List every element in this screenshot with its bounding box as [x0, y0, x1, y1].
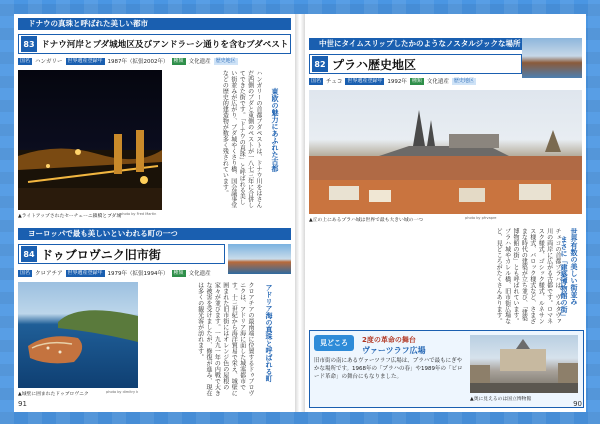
- subhead-82: 世界有数の美しい街並み: [570, 228, 578, 305]
- prague-thumbnail: [522, 38, 582, 78]
- country-value: ハンガリー: [35, 59, 63, 65]
- caption-84: ▲城壁に囲まれたドゥブロヴニク: [18, 392, 89, 397]
- info-row-82: [309, 76, 522, 86]
- highlight-body: 旧市街の南にあるヴァーツラフ広場は、プラハで最もにぎやかな場所です。1968年の「プラハの春」や1989年の「ビロード革命」の舞台にもなりました。: [314, 358, 463, 380]
- type-value: 文化遺産: [188, 59, 211, 65]
- right-page: [305, 14, 586, 412]
- body-text-84: クロアチアの最南端に位置するドゥブロヴニクは、アドリア海に面した城塞都市です。十三世紀から海洋貿易で栄え、城壁に囲まれた旧市街にはオレンジ色の屋根の家々が並びます。一九九一年の内戦で大きな被害を受けましたが、修復が進み、現在は多くの観光客が訪れます。: [196, 282, 254, 396]
- country-value: クロアチア: [35, 271, 63, 277]
- wenceslas-photo: [470, 335, 578, 393]
- type-label: 種類: [173, 57, 184, 64]
- book-spine: [295, 14, 305, 412]
- title-bar-83: [18, 34, 291, 54]
- body-text-83: ハンガリーの首都ブダペストは、ドナウ川をはさんだ西側のブダと東側のペストが一八七三年に合併してできた街です。「ドナウの真珠」と呼ばれる美しい街並みが広がり、ブダ城やくさり橋、国会議事堂などの歴史的建造物が数多く残されています。: [221, 70, 262, 208]
- type-label: 種類: [173, 269, 184, 276]
- photo-credit-84: photo by dimitry k: [106, 390, 139, 394]
- number-badge-84: 84: [21, 246, 37, 262]
- year-label: 世界遺産登録年: [67, 269, 103, 276]
- highlight-title-2: ヴァーツラフ広場: [362, 346, 426, 355]
- dubrovnik-photo: [18, 282, 138, 388]
- title-bar-82: [309, 54, 522, 74]
- year-value: 1992年: [387, 79, 407, 85]
- site-title-83: ドナウ河岸とブダ城地区及びアンドラーシ通りを含むブダペスト: [41, 40, 289, 50]
- highlight-label: 見どころ: [314, 335, 354, 351]
- body-text-82: チェコの首都プラハは、ヴルタヴァ川の両岸に広がる古都です。ロマネスク様式、ゴシック様式、ルネサンス様式、バロック様式など、さまざまな時代の建築が立ち並び、「建築博物館の街」とも呼ばれています。プラハ城やカレル橋、旧市街広場など、見どころがたくさんあります。: [495, 228, 561, 324]
- highlight-title-1: 2度の革命の舞台: [362, 336, 416, 344]
- year-label: 世界遺産登録年: [67, 57, 103, 64]
- dubrovnik-thumbnail: [228, 244, 291, 274]
- category-chip: 歴史地区: [453, 77, 474, 84]
- info-row-83: [18, 56, 291, 66]
- dubrovnik-illustration: [18, 282, 138, 388]
- year-value: 1987年（拡張2002年）: [107, 59, 169, 65]
- type-value: 文化遺産: [188, 271, 211, 277]
- photo-credit-83: photo by Fred Martin: [120, 212, 157, 216]
- info-row-84: [18, 268, 223, 278]
- number-badge-82: 82: [312, 56, 328, 72]
- site-title-82: プラハ歴史地区: [332, 57, 417, 72]
- site-title-84: ドゥブロヴニク旧市街: [41, 247, 161, 262]
- page-number-right: 90: [573, 400, 582, 408]
- section-band-82: 中世にタイムスリップしたかのようなノスタルジックな場所: [309, 38, 522, 50]
- section-band-84: ヨーロッパで最も美しいといわれる町の一つ: [18, 228, 291, 240]
- country-label: 国名: [20, 269, 31, 276]
- budapest-illustration: [18, 70, 162, 210]
- year-label: 世界遺産登録年: [347, 77, 383, 84]
- category-chip: 歴史地区: [215, 57, 236, 64]
- wenceslas-caption: ▲奥に見えるのは国立博物館: [470, 397, 532, 402]
- left-page: [14, 14, 295, 412]
- highlight-box: [309, 330, 584, 408]
- country-label: 国名: [311, 77, 322, 84]
- subhead-82b: まさに「建築博物館の街」: [560, 236, 568, 320]
- photo-credit-82: photo by pfrvapre: [465, 216, 497, 220]
- type-label: 種類: [411, 77, 422, 84]
- budapest-photo: [18, 70, 162, 210]
- prague-illustration: [309, 90, 582, 214]
- section-band-83: ドナウの真珠と呼ばれた美しい都市: [18, 18, 291, 30]
- country-label: 国名: [20, 57, 31, 64]
- page-number-left: 91: [18, 400, 27, 408]
- caption-83: ▲ライトアップされたセーチェーニ鎖橋とブダ城: [18, 214, 122, 219]
- type-value: 文化遺産: [426, 79, 449, 85]
- subhead-83: 東欧の魅力にあふれた古都: [271, 88, 279, 172]
- country-value: チェコ: [326, 79, 343, 85]
- number-badge-83: 83: [21, 36, 37, 52]
- caption-82: ▲丘の上にあるプラハ城は世界で最も大きい城の一つ: [309, 218, 424, 223]
- wenceslas-illustration: [470, 335, 578, 393]
- subhead-84: アドリア海の真珠と呼ばれる町: [265, 284, 273, 382]
- year-value: 1979年（拡張1994年）: [107, 271, 169, 277]
- title-bar-84: [18, 244, 225, 264]
- prague-photo: [309, 90, 582, 214]
